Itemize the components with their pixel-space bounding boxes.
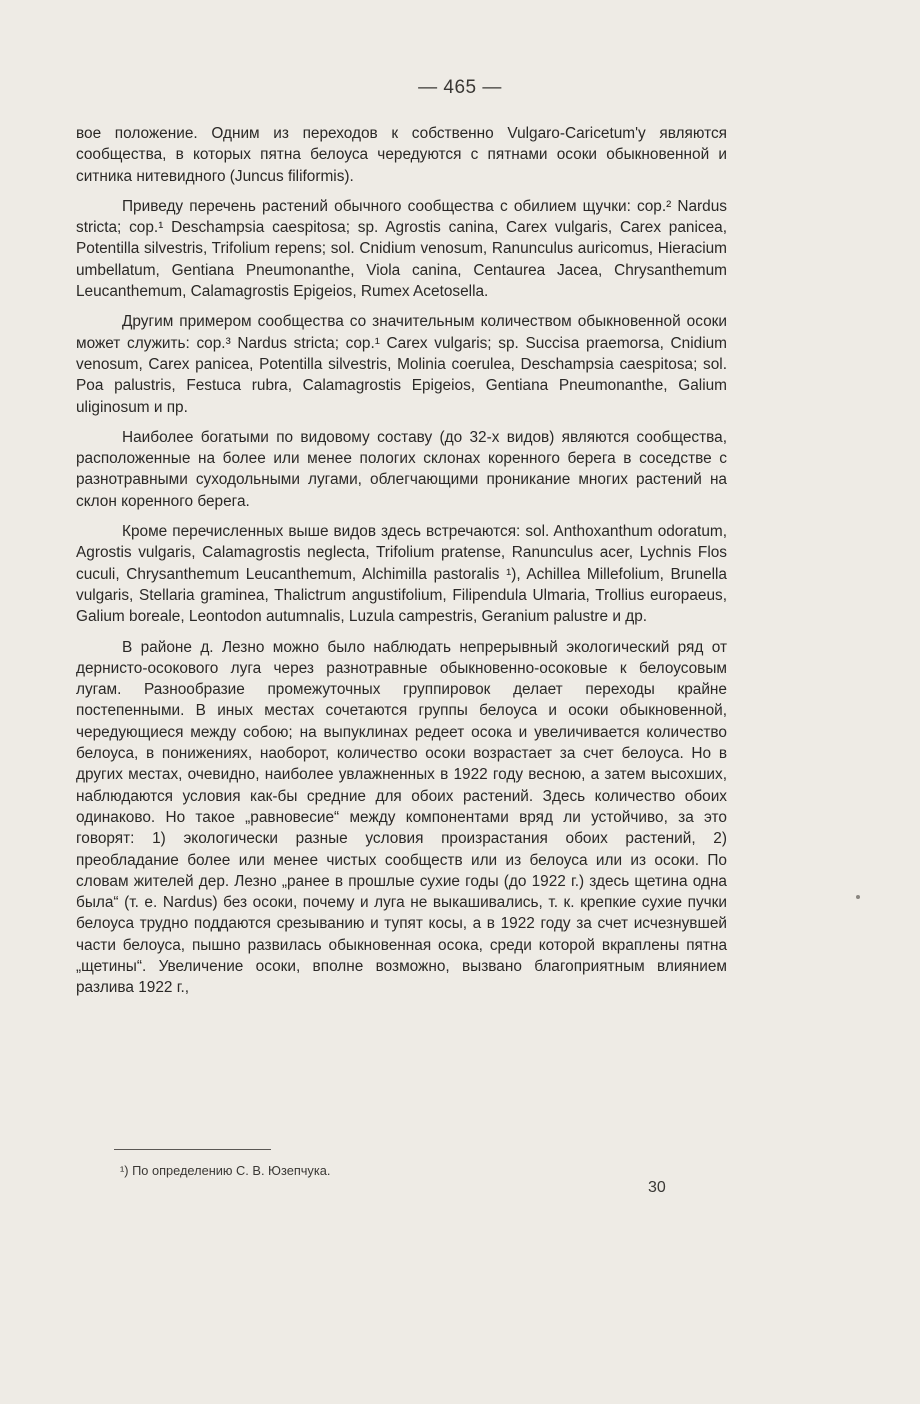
- paper-speck: [856, 895, 860, 899]
- footnote: ¹) По определению С. В. Юзепчука.: [120, 1163, 331, 1178]
- printer-signature-mark: 30: [648, 1179, 666, 1196]
- body-text: [76, 123, 727, 1008]
- paragraph-6: В районе д. Лезно можно было наблюдать непрерывный экологический ряд от дернисто-осокового луга через разнотравные обыкновенно-осоковые к белоусовым лугам. Разнообразие промежуточных группировок делает переходы крайне постепенными. В иных местах сочетаются группы белоуса и осоки обыкновенной, чередующиеся между собою; на выпуклинах редеет осока и увеличивается количество белоуса, в понижениях, наоборот, количество осоки возрастает за счет белоуса. Но в других местах, очевидно, наиболее увлажненных в 1922 году весною, а затем высохших, наблюдаются условия как-бы средние для обоих растений. Здесь количество обоих одинаково. Но такое „равновесие“ между компонентами вряд ли устойчиво, за это говорят: 1) экологически разные условия произрастания обоих растений, 2) преобладание более или менее чистых сообществ или из белоуса или из осоки. По словам жителей дер. Лезно „ранее в прошлые сухие годы (до 1922 г.) здесь щетина одна была“ (т. е. Nardus) без осоки, почему и луга не выкашивались, т. к. крепкие сухие пучки белоуса трудно поддаются срезыванию и тупят косы, а в 1922 году за счет исчезнувшей части белоуса, пышно развилась обыкновенная осока, среди которой вкраплены пятна „щетины“. Увеличение осоки, вполне возможно, вызвано благоприятным влиянием разлива 1922 г.,: [76, 638, 727, 997]
- paragraph-1: вое положение. Одним из переходов к собственно Vulgaro-Caricetum'у являются сообщества, в которых пятна белоуса чередуются с пятнами осоки обыкновенной и ситника нитевидного (Juncus filiformis).: [76, 125, 727, 185]
- paragraph-3: Другим примером сообщества со значительным количеством обыкновенной осоки может служить: cop.³ Nardus stricta; cop.¹ Carex vulgaris; sp. Succisa praemorsa, Cnidium venosum, Carex panicea, Potentilla silvestris, Molinia coerulea, Deschampsia caespitosa; sol. Poa palustris, Festuca rubra, Calamagrostis Epigeios, Gentiana Pneumonanthe, Galium uliginosum и пр.: [76, 313, 727, 416]
- paragraph-5: Кроме перечисленных выше видов здесь встречаются: sol. Anthoxanthum odoratum, Agrostis vulgaris, Calamagrostis neglecta, Trifolium pratense, Ranunculus acer, Lychnis Flos cuculi, Chrysanthemum Leucanthemum, Alchimilla pastoralis ¹), Achillea Millefolium, Brunella vulgaris, Stellaria graminea, Thalictrum angustifolium, Filipendula Ulmaria, Trollius europaeus, Galium boreale, Leontodon autumnalis, Luzula campestris, Geranium palustre и др.: [76, 523, 727, 626]
- paragraph-2: Приведу перечень растений обычного сообщества с обилием щучки: cop.² Nardus stricta; cop.¹ Deschampsia caespitosa; sp. Agrostis canina, Carex vulgaris, Carex panicea, Potentilla silvestris, Trifolium repens; sol. Cnidium venosum, Ranunculus auricomus, Hieracium umbellatum, Gentiana Pneumonanthe, Viola canina, Centaurea Jacea, Chrysanthemum Leucanthemum, Calamagrostis Epigeios, Rumex Acetosella.: [76, 197, 727, 301]
- page-number: — 465 —: [418, 77, 502, 98]
- footnote-divider: [114, 1149, 271, 1150]
- paragraph-4: Наиболее богатыми по видовому составу (до 32-х видов) являются сообщества, расположенные на более или менее пологих склонах коренного берега в соседстве с разнотравными суходольными лугами, облегчающими проникание многих растений на склон коренного берега.: [76, 428, 727, 510]
